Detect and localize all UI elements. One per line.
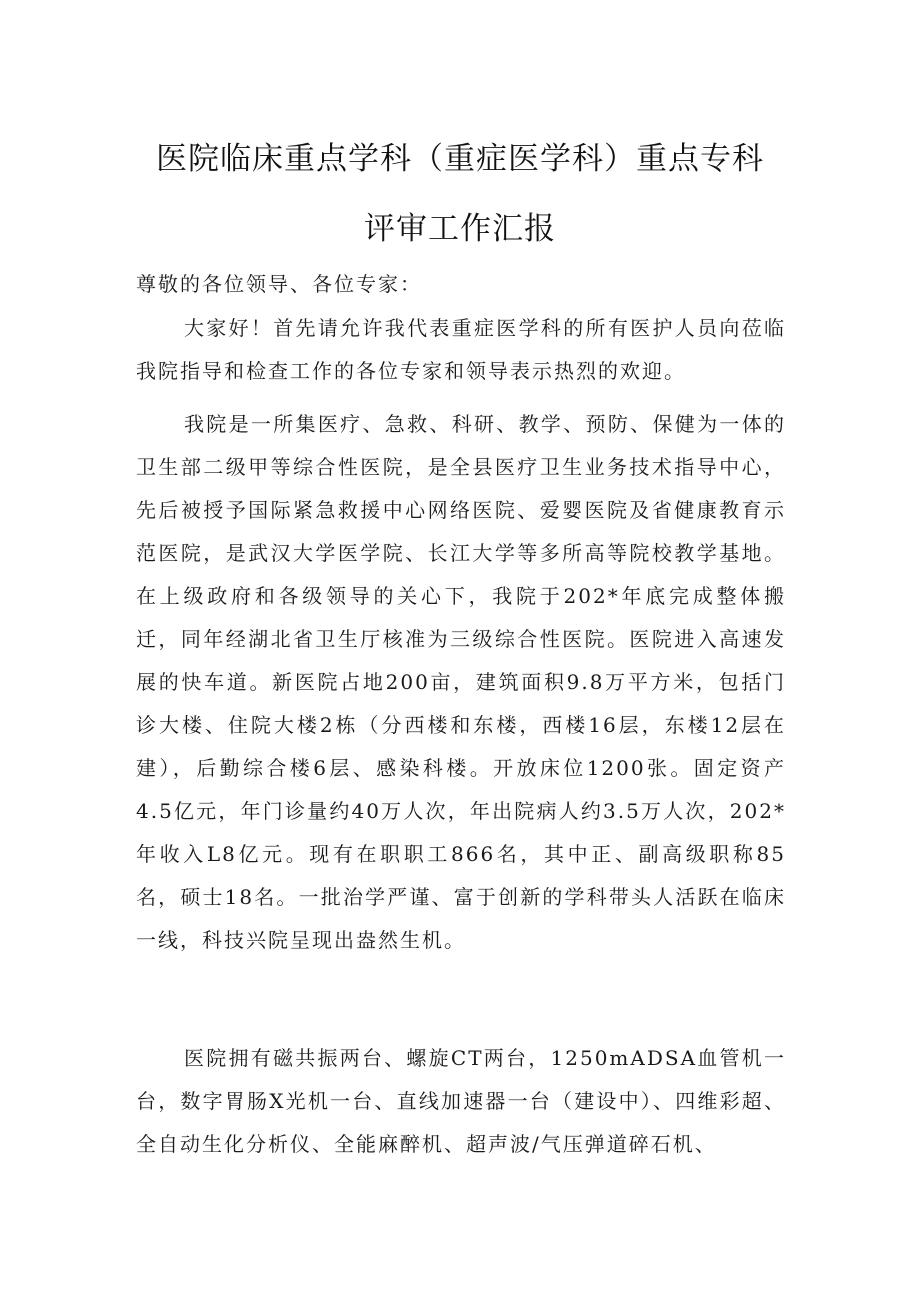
- document-title-line-1: 医院临床重点学科（重症医学科）重点专科: [156, 141, 764, 177]
- paragraph-equipment: 医院拥有磁共振两台、螺旋CT两台，1250mADSA血管机一台，数字胃肠X光机一台、直线加速器一台（建设中）、四维彩超、全自动生化分析仪、全能麻醉机、超声波/气压弹道碎石机、: [136, 1046, 786, 1156]
- salutation: 尊敬的各位领导、各位专家：: [136, 272, 422, 296]
- document-title-line-2: 评审工作汇报: [364, 211, 556, 247]
- paragraph-welcome: 大家好！首先请允许我代表重症医学科的所有医护人员向莅临我院指导和检查工作的各位专家和领导表示热烈的欢迎。: [136, 316, 786, 383]
- paragraph-hospital-overview: 我院是一所集医疗、急救、科研、教学、预防、保健为一体的卫生部二级甲等综合性医院，是全县医疗卫生业务技术指导中心，先后被授予国际紧急救援中心网络医院、爱婴医院及省健康教育示范医院，是武汉大学医学院、长江大学等多所高等院校教学基地。在上级政府和各级领导的关心下，我院于202*年底完成整体搬迁，同年经湖北省卫生厅核准为三级综合性医院。医院进入高速发展的快车道。新医院占地200亩，建筑面积9.8万平方米，包括门诊大楼、住院大楼2栋（分西楼和东楼，西楼16层，东楼12层在建），后勤综合楼6层、感染科楼。开放床位1200张。固定资产4.5亿元，年门诊量约40万人次，年出院病人约3.5万人次，202*年收入L8亿元。现有在职职工866名，其中正、副高级职称85名，硕士18名。一批治学严谨、富于创新的学科带头人活跃在临床一线，科技兴院呈现出盎然生机。: [136, 412, 786, 952]
